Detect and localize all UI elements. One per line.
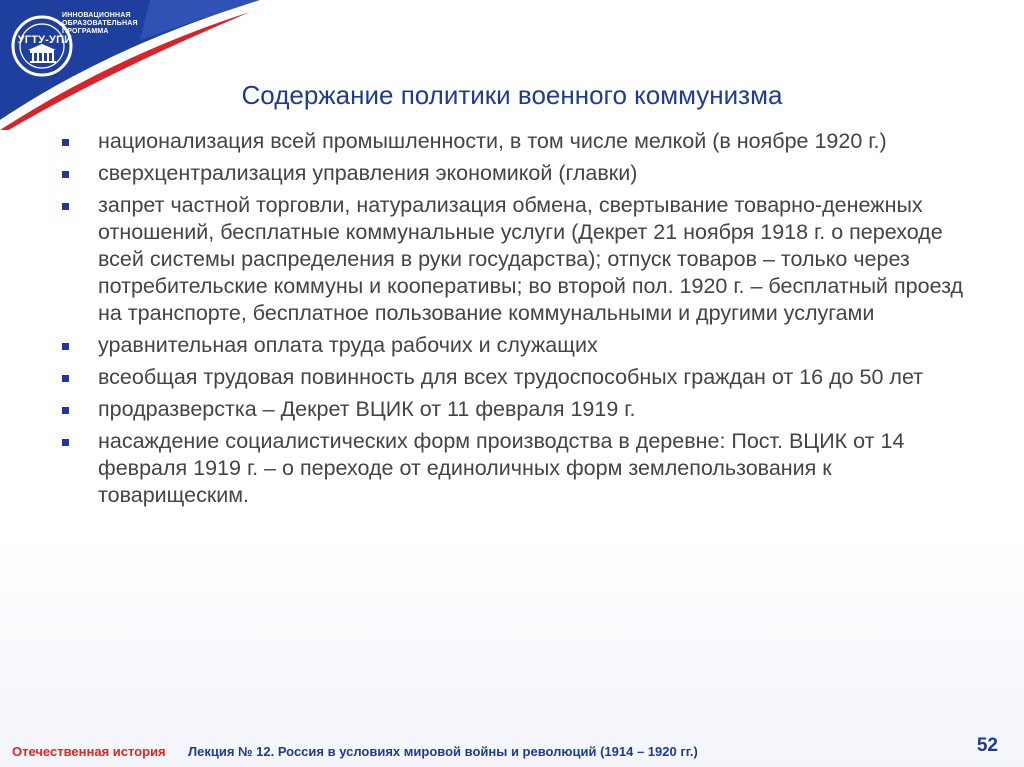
bullet-list [60, 128, 980, 514]
list-item-text: всеобщая трудовая повинность для всех трудоспособных граждан от 16 до 50 лет [98, 365, 924, 389]
footer-course-name: Отечественная история [12, 744, 166, 759]
list-item [60, 160, 980, 187]
logo-caption-line: ИННОВАЦИОННАЯ [62, 12, 131, 19]
logo-caption-line: ОБРАЗОВАТЕЛЬНАЯ [62, 20, 138, 27]
list-item-text: продразверстка – Декрет ВЦИК от 11 февраля 1919 г. [98, 397, 636, 421]
square-bullet-icon [62, 407, 69, 414]
list-item [60, 428, 980, 509]
square-bullet-icon [62, 375, 69, 382]
square-bullet-icon [62, 439, 69, 446]
logo-brand: УГТУ-УПИ [17, 34, 73, 46]
list-item [60, 364, 980, 391]
list-item-text: насаждение социалистических форм производства в деревне: Пост. ВЦИК от 14 февраля 1919 г. – о переходе от единоличных форм землепользования к товарищеским. [98, 429, 905, 507]
list-item [60, 332, 980, 359]
list-item [60, 396, 980, 423]
list-item-text: запрет частной торговли, натурализация обмена, свертывание товарно-денежных отношений, бесплатные коммунальные услуги (Декрет 21 ноября 1918 г. о переходе всей системы распределения в руки государства); отпуск товаров – только через потребительские коммуны и кооперативы; во второй пол. 1920 г. – бесплатный проезд на транспорте, бесплатное пользование коммунальными и другими услугами [98, 193, 964, 325]
logo-caption [62, 12, 142, 36]
slide-title: Содержание политики военного коммунизма [241, 80, 783, 110]
square-bullet-icon [62, 203, 69, 210]
logo-caption-line: ПРОГРАММА [62, 28, 109, 35]
page-number: 52 [976, 735, 998, 756]
square-bullet-icon [62, 139, 69, 146]
square-bullet-icon [62, 171, 69, 178]
list-item-text: уравнительная оплата труда рабочих и служащих [98, 333, 598, 357]
square-bullet-icon [62, 343, 69, 350]
footer-lecture-title: Лекция № 12. Россия в условиях мировой войны и революций (1914 – 1920 гг.) [188, 744, 698, 759]
list-item-text: национализация всей промышленности, в том числе мелкой (в ноябре 1920 г.) [98, 129, 887, 153]
list-item [60, 128, 980, 155]
list-item [60, 192, 980, 327]
list-item-text: сверхцентрализация управления экономикой (главки) [98, 161, 638, 185]
